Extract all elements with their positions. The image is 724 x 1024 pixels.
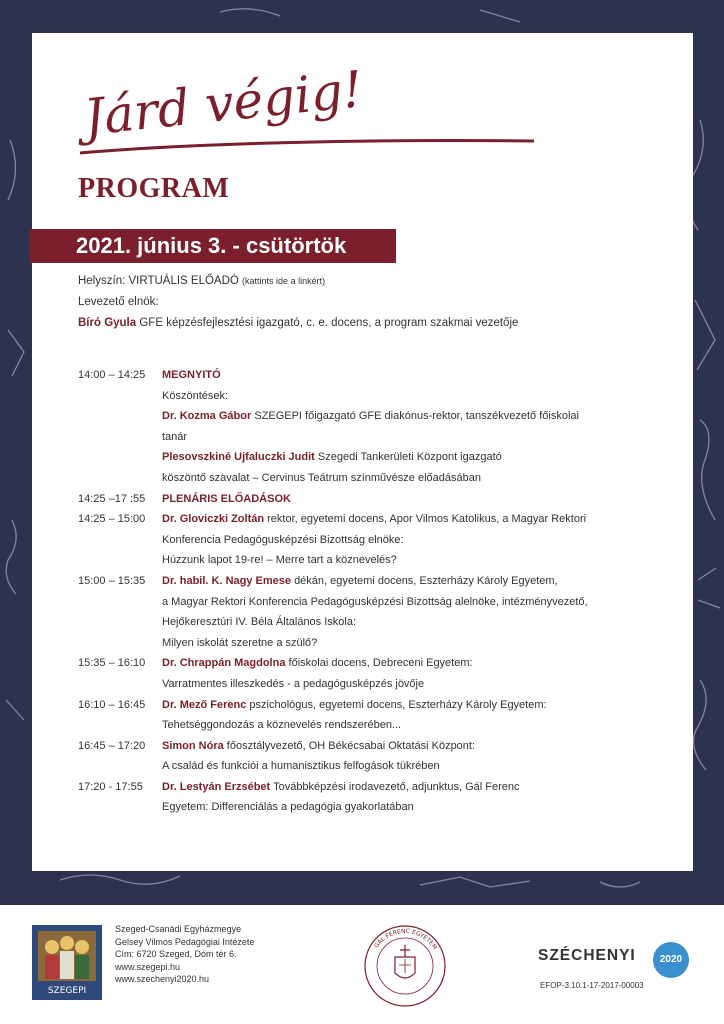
- svg-text:GÁL FERENC EGYETEM: GÁL FERENC EGYETEM: [373, 927, 439, 952]
- schedule-time: 14:25 –17 :55: [78, 492, 146, 505]
- schedule-row: [78, 468, 678, 489]
- schedule-time: 16:45 – 17:20: [78, 739, 146, 752]
- chair-role: GFE képzésfejlesztési igazgató, c. e. docens, a program szakmai vezetője: [139, 317, 519, 329]
- program-heading: PROGRAM: [78, 173, 230, 204]
- schedule-row: [78, 797, 678, 818]
- speaker-name: Plesovszkiné Ujfaluczki Judit: [162, 451, 315, 464]
- schedule-text: Egyetem: Differenciálás a pedagógia gyakorlatában: [162, 801, 414, 814]
- schedule-row: [78, 427, 678, 448]
- schedule-text: Varratmentes illeszkedés - a pedagógusképzés jövője: [162, 677, 425, 690]
- schedule-description: [162, 653, 678, 674]
- schedule-text: köszöntő szavalat – Cervinus Teátrum színművésze előadásában: [162, 471, 481, 484]
- schedule-time: [78, 612, 162, 633]
- schedule-row: [78, 365, 678, 386]
- schedule-row: [78, 489, 678, 510]
- section-heading: PLENÁRIS ELŐADÁSOK: [162, 492, 291, 505]
- schedule-row: [78, 777, 678, 798]
- schedule-description: [162, 777, 678, 798]
- schedule-time: [78, 447, 162, 468]
- schedule-table: [78, 365, 678, 818]
- schedule-row: [78, 386, 678, 407]
- schedule-row: [78, 633, 678, 654]
- org-line: Gelsey Vilmos Pedagógiai Intézete: [115, 936, 255, 947]
- speaker-name: Dr. habil. K. Nagy Emese: [162, 574, 291, 587]
- schedule-description: [162, 695, 678, 716]
- schedule-description: [162, 592, 678, 613]
- program-card: [32, 33, 693, 871]
- schedule-text: Húzzunk lapot 19-re! – Merre tart a köznevelés?: [162, 554, 397, 567]
- schedule-time: [78, 406, 162, 427]
- schedule-row: [78, 736, 678, 757]
- org-line: Szeged-Csanádi Egyházmegye: [115, 924, 242, 934]
- location-line: [78, 275, 325, 287]
- schedule-time: [78, 797, 162, 818]
- schedule-description: [162, 468, 678, 489]
- schedule-text: SZEGEPI főigazgató GFE diakónus-rektor, tanszékvezető főiskolai: [254, 410, 579, 423]
- schedule-time: [78, 715, 162, 736]
- schedule-description: [162, 509, 678, 530]
- schedule-description: [162, 489, 678, 510]
- schedule-time: 14:25 – 15:00: [78, 513, 146, 526]
- schedule-time: [78, 592, 162, 613]
- schedule-text: főosztályvezető, OH Békécsabai Oktatási Központ:: [226, 739, 476, 752]
- schedule-description: [162, 550, 678, 571]
- university-seal-logo: [362, 923, 448, 1009]
- schedule-row: [78, 612, 678, 633]
- saints-painting-image: [32, 925, 102, 1000]
- schedule-row: [78, 550, 678, 571]
- schedule-time: 17:20 - 17:55: [78, 780, 143, 793]
- schedule-text: Hejőkeresztúri IV. Béla Általános Iskola:: [162, 616, 357, 629]
- schedule-description: [162, 674, 678, 695]
- chair-line: [78, 317, 518, 329]
- schedule-time: [78, 756, 162, 777]
- schedule-description: [162, 571, 678, 592]
- schedule-text: Tehetséggondozás a köznevelés rendszerében...: [162, 719, 402, 732]
- schedule-row: [78, 530, 678, 551]
- schedule-description: [162, 530, 678, 551]
- speaker-name: Simon Nóra: [162, 739, 224, 752]
- schedule-description: [162, 406, 678, 427]
- speaker-name: Dr. Gloviczki Zoltán: [162, 513, 265, 526]
- schedule-row: [78, 756, 678, 777]
- schedule-row: [78, 695, 678, 716]
- schedule-text: tanár: [162, 430, 188, 443]
- schedule-text: Köszöntések:: [162, 389, 229, 402]
- org-address-block: [115, 923, 254, 986]
- schedule-time: 15:00 – 15:35: [78, 574, 146, 587]
- schedule-row: [78, 571, 678, 592]
- script-title-graphic: [76, 55, 536, 155]
- schedule-row: [78, 653, 678, 674]
- script-underline: [80, 141, 534, 154]
- svg-text:SZEGEPI: SZEGEPI: [47, 986, 87, 996]
- schedule-description: [162, 365, 678, 386]
- footer: [0, 905, 724, 1024]
- script-title-text: Járd végig!: [81, 60, 366, 147]
- schedule-description: [162, 715, 678, 736]
- schedule-description: [162, 612, 678, 633]
- location-link-hint[interactable]: (kattints ide a linkért): [242, 276, 326, 286]
- schedule-row: [78, 715, 678, 736]
- website-link[interactable]: www.szegepi.hu: [115, 961, 181, 972]
- szechenyi-2020-badge: 2020: [653, 942, 689, 978]
- schedule-description: [162, 633, 678, 654]
- schedule-text: Milyen iskolát szeretne a szülő?: [162, 636, 318, 649]
- schedule-description: [162, 386, 678, 407]
- schedule-time: [78, 386, 162, 407]
- project-code: EFOP-3.10.1-17-2017-00003: [540, 981, 644, 990]
- website-link[interactable]: www.szechenyi2020.hu: [115, 974, 210, 984]
- schedule-description: [162, 756, 678, 777]
- schedule-time: 15:35 – 16:10: [78, 657, 146, 670]
- schedule-time: [78, 530, 162, 551]
- chair-name: Bíró Gyula: [78, 317, 137, 329]
- schedule-time: 14:00 – 14:25: [78, 369, 146, 381]
- schedule-description: [162, 736, 678, 757]
- date-banner: 2021. június 3. - csütörtök: [30, 229, 396, 263]
- schedule-row: [78, 447, 678, 468]
- speaker-name: Dr. Lestyán Erzsébet: [162, 780, 271, 793]
- schedule-text: Továbbképzési irodavezető, adjunktus, Gál Ferenc: [273, 780, 520, 793]
- schedule-row: [78, 592, 678, 613]
- schedule-time: [78, 427, 162, 448]
- schedule-text: dékán, egyetemi docens, Eszterházy Károly Egyetem,: [294, 574, 558, 587]
- speaker-name: Dr. Kozma Gábor: [162, 410, 252, 423]
- schedule-text: A család és funkciói a humanisztikus felfogások tükrében: [162, 760, 440, 773]
- schedule-time: [78, 468, 162, 489]
- schedule-description: [162, 447, 678, 468]
- schedule-text: pszichológus, egyetemi docens, Eszterházy Károly Egyetem:: [249, 698, 547, 711]
- schedule-row: [78, 674, 678, 695]
- location-label: Helyszín: VIRTUÁLIS ELŐADÓ: [78, 275, 239, 287]
- chair-label: Levezető elnök:: [78, 296, 159, 308]
- schedule-text: Konferencia Pedagógusképzési Bizottság elnöke:: [162, 533, 404, 546]
- szechenyi-logo-text: SZÉCHENYI: [538, 947, 636, 964]
- address-line: Cím: 6720 Szeged, Dóm tér 6.: [115, 949, 237, 959]
- schedule-time: [78, 550, 162, 571]
- schedule-time: [78, 633, 162, 654]
- schedule-time: 16:10 – 16:45: [78, 698, 146, 711]
- schedule-row: [78, 509, 678, 530]
- schedule-text: főiskolai docens, Debreceni Egyetem:: [288, 657, 473, 670]
- schedule-description: [162, 797, 678, 818]
- schedule-time: [78, 674, 162, 695]
- schedule-text: a Magyar Rektori Konferencia Pedagógusképzési Bizottság alelnöke, intézményvezető,: [162, 595, 588, 608]
- speaker-name: Dr. Chrappán Magdolna: [162, 657, 286, 670]
- schedule-text: rektor, egyetemi docens, Apor Vilmos Katolikus, a Magyar Rektori: [267, 513, 587, 526]
- schedule-text: Szegedi Tankerületi Központ igazgató: [317, 451, 502, 464]
- section-heading: MEGNYITÓ: [162, 369, 221, 381]
- schedule-description: [162, 427, 678, 448]
- speaker-name: Dr. Mező Ferenc: [162, 698, 247, 711]
- schedule-row: [78, 406, 678, 427]
